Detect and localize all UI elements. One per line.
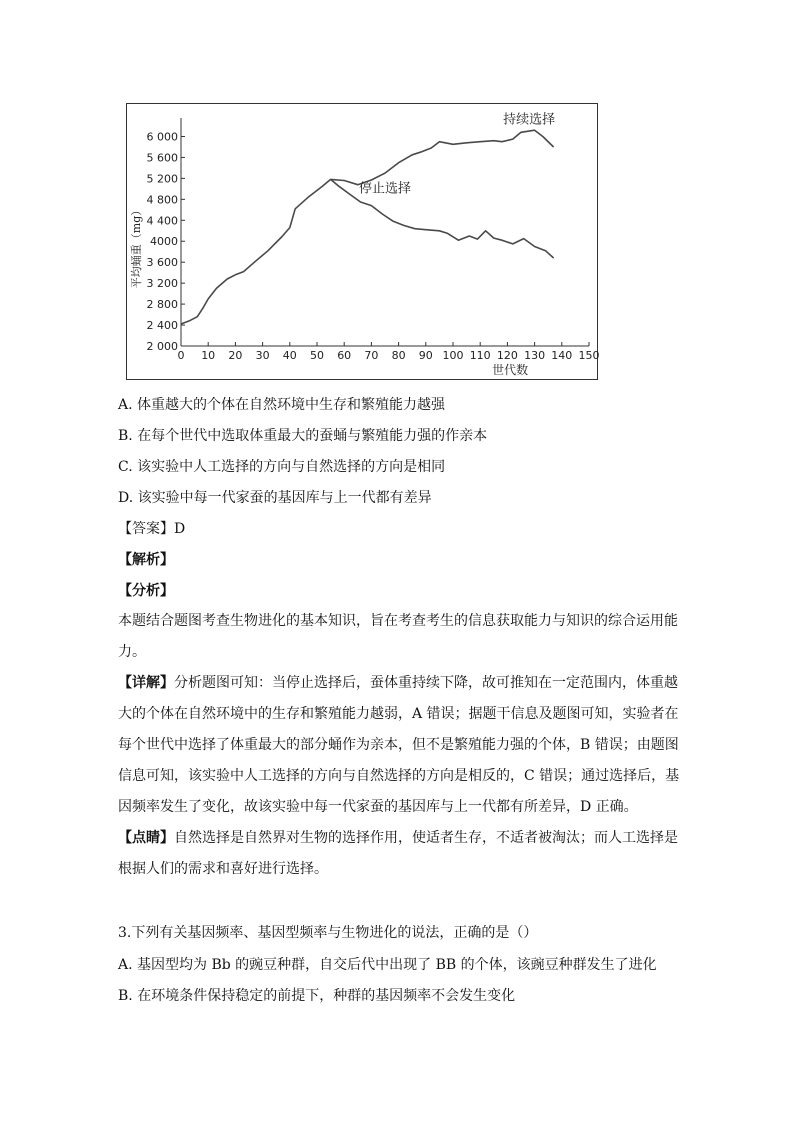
- detail-text: 分析题图可知：当停止选择后，蚕体重持续下降，故可推知在一定范围内，体重越大的个体在自然环境中的生存和繁殖能力越弱，A 错误；据题干信息及题图可知，实验者在每个世代中选择了体重最大的部分蛹作为亲本，但不是繁殖能力强的个体，B 错误；由题图信息可知，该实验中人工选择的方向与自然选择的方向是相反的，C 错误；通过选择后，基因频率发生了变化，故该实验中每一代家蚕的基因库与上一代都有所差异，D 正确。: [118, 675, 680, 815]
- q3-option-a: A. 基因型均为 Bb 的豌豆种群，自交后代中出现了 BB 的个体，该豌豆种群发生了进化: [118, 957, 657, 973]
- option-c: C. 该实验中人工选择的方向与自然选择的方向是相同: [118, 459, 446, 475]
- x-tick-label: 110: [469, 349, 491, 362]
- option-d: D. 该实验中每一代家蚕的基因库与上一代都有差异: [118, 490, 432, 506]
- x-tick-label: 50: [310, 349, 324, 362]
- y-tick-label: 4 800: [146, 193, 178, 207]
- x-tick-label: 90: [418, 349, 433, 362]
- y-axis-label: 平均蛹重（mg）: [130, 204, 143, 289]
- tip-paragraph: [118, 823, 684, 885]
- q3-option-b: B. 在环境条件保持稳定的前提下，种群的基因频率不会发生变化: [118, 988, 516, 1004]
- series-label-1: 停止选择: [358, 181, 412, 197]
- y-tick-label: 5 600: [146, 151, 178, 165]
- x-tick-label: 0: [177, 349, 185, 362]
- tip-label: 【点睛】: [118, 830, 174, 846]
- x-tick-label: 150: [578, 349, 599, 362]
- y-tick-label: 3 200: [146, 277, 178, 291]
- x-tick-label: 120: [496, 349, 518, 362]
- analysis-paragraph: 本题结合题图考查生物进化的基本知识，旨在考查考生的信息获取能力与知识的综合运用能力。: [118, 613, 678, 660]
- analysis-subheading: 【分析】: [118, 583, 174, 599]
- y-tick-label: 2 800: [146, 298, 178, 312]
- x-tick-label: 10: [201, 349, 216, 362]
- answer-line: 【答案】D: [118, 521, 186, 537]
- x-tick-label: 130: [524, 349, 546, 362]
- y-tick-label: 4 400: [146, 214, 178, 228]
- x-tick-label: 140: [551, 349, 573, 362]
- y-tick-label: 6 000: [146, 130, 178, 144]
- x-tick-label: 100: [442, 349, 464, 362]
- x-tick-label: 30: [255, 349, 270, 362]
- series-label-0: 持续选择: [503, 112, 556, 128]
- option-a: A. 体重越大的个体在自然环境中生存和繁殖能力越强: [118, 397, 446, 413]
- line-chart: [127, 104, 599, 381]
- detail-paragraph: [118, 668, 684, 823]
- series-line-0: [181, 130, 554, 324]
- x-tick-label: 60: [337, 349, 352, 362]
- analysis-heading: 【解析】: [118, 552, 174, 568]
- detail-label: 【详解】: [118, 675, 174, 691]
- chart-frame: [126, 103, 598, 380]
- x-axis-label: 世代数: [492, 363, 529, 377]
- y-tick-label: 4000: [150, 235, 178, 249]
- tip-text: 自然选择是自然界对生物的选择作用，使适者生存，不适者被淘汰；而人工选择是根据人们的需求和喜好进行选择。: [118, 830, 678, 877]
- x-tick-label: 80: [391, 349, 406, 362]
- x-tick-label: 70: [364, 349, 379, 362]
- option-b: B. 在每个世代中选取体重最大的蚕蛹与繁殖能力强的作亲本: [118, 428, 488, 444]
- y-tick-label: 3 600: [146, 256, 178, 270]
- y-tick-label: 5 200: [146, 172, 178, 186]
- question-3: 3.下列有关基因频率、基因型频率与生物进化的说法，正确的是（）: [118, 925, 538, 941]
- y-tick-label: 2 000: [146, 340, 178, 353]
- x-tick-label: 20: [228, 349, 243, 362]
- y-tick-label: 2 400: [146, 319, 178, 333]
- x-tick-label: 40: [282, 349, 297, 362]
